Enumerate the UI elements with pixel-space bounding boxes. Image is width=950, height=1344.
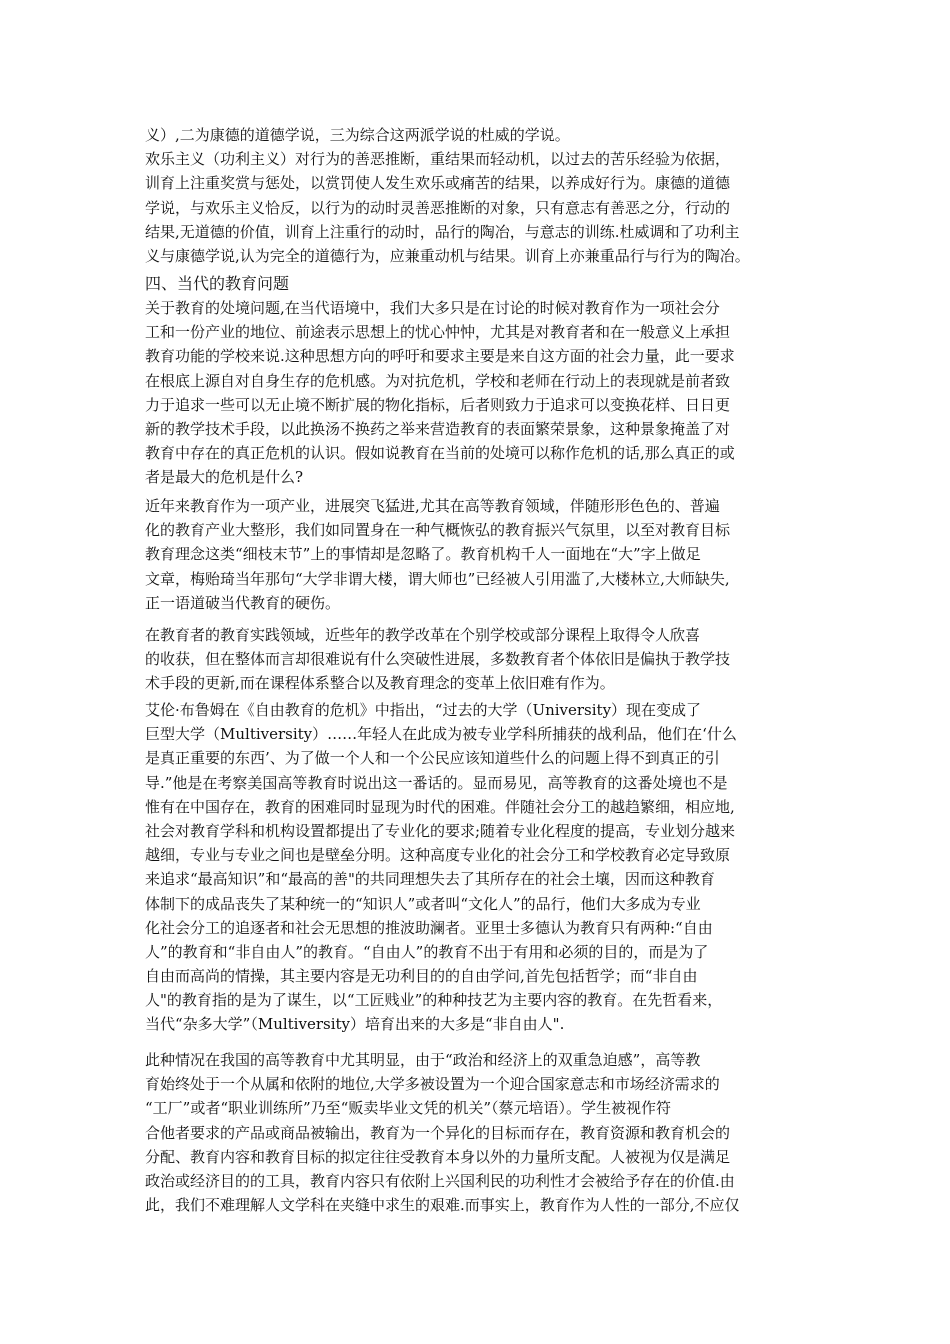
text-line: 术手段的更新,而在课程体系整合以及教育理念的变革上依旧难有作为。 xyxy=(145,674,615,693)
text-line: 越细，专业与专业之间也是壁垒分明。这种高度专业化的社会分工和学校教育必定导致原 xyxy=(145,846,731,865)
section-heading: 四、当代的教育问题 xyxy=(145,274,290,293)
text-line: 巨型大学（Multiversity）……年轻人在此成为被专业学科所捕获的战利品，他们在‘什么 xyxy=(145,725,737,744)
text-line: 在教育者的教育实践领域，近些年的教学改革在个别学校或部分课程上取得令人欣喜 xyxy=(145,626,701,644)
text-line: 导.”他是在考察美国高等教育时说出这一番话的。显而易见，高等教育的这番处境也不是 xyxy=(145,773,728,792)
text-line: 艾伦·布鲁姆在《自由教育的危机》中指出，“过去的大学（University）现在变成了 xyxy=(145,701,702,719)
text-line: 分配、教育内容和教育目标的拟定往往受教育本身以外的力量所支配。人被视为仅是满足 xyxy=(145,1147,731,1166)
text-line: 政治或经济目的的工具，教育内容只有依附上兴国利民的功利性才会被给予存在的价值.由 xyxy=(145,1171,735,1190)
paragraph-1 xyxy=(145,296,813,490)
text-line: 教育理念这类“细枝末节”上的事情却是忽略了。教育机构千人一面地在“大”字上做足 xyxy=(145,545,701,564)
text-line: 是真正重要的东西’、为了做一个人和一个公民应该知道些什么的问题上得不到真正的引 xyxy=(145,749,720,768)
intro-paragraph xyxy=(145,123,813,268)
text-line: 人”的教育和“非自由人”的教育。“自由人”的教育不出于有用和必须的目的，而是为了 xyxy=(145,942,709,961)
text-line: 力于追求一些可以无止境不断扩展的物化指标，后者则致力于追求可以变换花样、日日更 xyxy=(145,395,731,414)
text-line: 新的教学技术手段，以此换汤不换药之举来营造教育的表面繁荣景象，这种景象掩盖了对 xyxy=(145,419,731,438)
text-line: 此种情况在我国的高等教育中尤其明显，由于“政治和经济上的双重急迫感”，高等教 xyxy=(145,1051,701,1069)
text-line: 正一语道破当代教育的硬伤。 xyxy=(145,593,341,612)
text-line: 体制下的成品丧失了某种统一的“知识人”或者叫“文化人”的品行，他们大多成为专业 xyxy=(145,894,701,913)
text-line: 关于教育的处境问题,在当代语境中，我们大多只是在讨论的时候对教育作为一项社会分 xyxy=(145,299,720,317)
text-line: 结果,无道德的价值，训育上注重行的动时，品行的陶冶，与意志的训练.杜威调和了功利主 xyxy=(145,222,740,241)
text-line: 近年来教育作为一项产业，进展突飞猛进,尤其在高等教育领域，伴随形形色色的、普遍 xyxy=(145,497,720,515)
text-line: “工厂”或者“职业训练所”乃至“贩卖毕业文凭的机关”（蔡元培语）。学生被视作符 xyxy=(145,1099,672,1118)
text-line: 化的教育产业大整形，我们如同置身在一种气概恢弘的教育振兴气氛里，以至对教育目标 xyxy=(145,521,731,540)
text-line: 惟有在中国存在，教育的困难同时显现为时代的困难。伴随社会分工的越趋繁细，相应地, xyxy=(145,797,735,816)
text-line: 的收获，但在整体而言却很难说有什么突破性进展，多数教育者个体依旧是偏执于教学技 xyxy=(145,650,731,669)
text-line: 人"的教育指的是为了谋生，以“工匠贱业”的种种技艺为主要内容的教育。在先哲看来， xyxy=(145,991,723,1010)
text-line: 育始终处于一个从属和依附的地位,大学多被设置为一个迎合国家意志和市场经济需求的 xyxy=(145,1075,720,1094)
text-line: 训育上注重奖赏与惩处，以赏罚使人发生欢乐或痛苦的结果，以养成好行为。康德的道德 xyxy=(145,174,731,193)
text-line: 义与康德学说,认为完全的道德行为，应兼重动机与结果。训育上亦兼重品行与行为的陶冶。 xyxy=(145,246,750,265)
text-line: 欢乐主义（功利主义）对行为的善恶推断，重结果而轻动机，以过去的苦乐经验为依据， xyxy=(145,150,731,169)
text-line: 化社会分工的追逐者和社会无思想的推波助澜者。亚里士多德认为教育只有两种:“自由 xyxy=(145,918,713,937)
text-line: 此，我们不难理解人文学科在夹缝中求生的艰难.而事实上，教育作为人性的一部分,不应仅 xyxy=(145,1196,740,1215)
text-line: 学说，与欢乐主义恰反，以行为的动时灵善恶推断的对象，只有意志有善恶之分，行动的 xyxy=(145,198,731,217)
text-line: 工和一份产业的地位、前途表示思想上的忧心忡忡，尤其是对教育者和在一般意义上承担 xyxy=(145,323,731,342)
text-line: 教育功能的学校来说.这种思想方向的呼吁和要求主要是来自这方面的社会力量，此一要求 xyxy=(145,347,735,366)
text-line: 合他者要求的产品或商品被输出，教育为一个异化的目标而存在，教育资源和教育机会的 xyxy=(145,1123,731,1142)
paragraph-2 xyxy=(145,494,813,615)
paragraph-4 xyxy=(145,698,813,1037)
text-line: 者是最大的危机是什么? xyxy=(145,468,304,487)
text-line: 当代“杂多大学”（Multiversity）培育出来的大多是“非自由人". xyxy=(145,1015,565,1034)
text-line: 在根底上源自对自身生存的危机感。为对抗危机，学校和老师在行动上的表现就是前者致 xyxy=(145,371,731,390)
text-line: 社会对教育学科和机构设置都提出了专业化的要求;随着专业化程度的提高，专业划分越来 xyxy=(145,821,736,840)
text-line: 教育中存在的真正危机的认识。假如说教育在当前的处境可以称作危机的话,那么真正的或 xyxy=(145,444,735,463)
text-line: 来追求“最高知识”和“最高的善"的共同理想失去了其所存在的社会土壤，因而这种教育 xyxy=(145,870,715,889)
text-line: 自由而高尚的情操，其主要内容是无功利目的的自由学问,首先包括哲学；而“非自由 xyxy=(145,967,698,986)
paragraph-5 xyxy=(145,1048,813,1217)
text-line: 文章，梅贻琦当年那句“大学非谓大楼，谓大师也”已经被人引用滥了,大楼林立,大师缺失, xyxy=(145,569,730,588)
text-line: 义）,二为康德的道德学说，三为综合这两派学说的杜威的学说。 xyxy=(145,126,570,144)
paragraph-3 xyxy=(145,623,813,696)
